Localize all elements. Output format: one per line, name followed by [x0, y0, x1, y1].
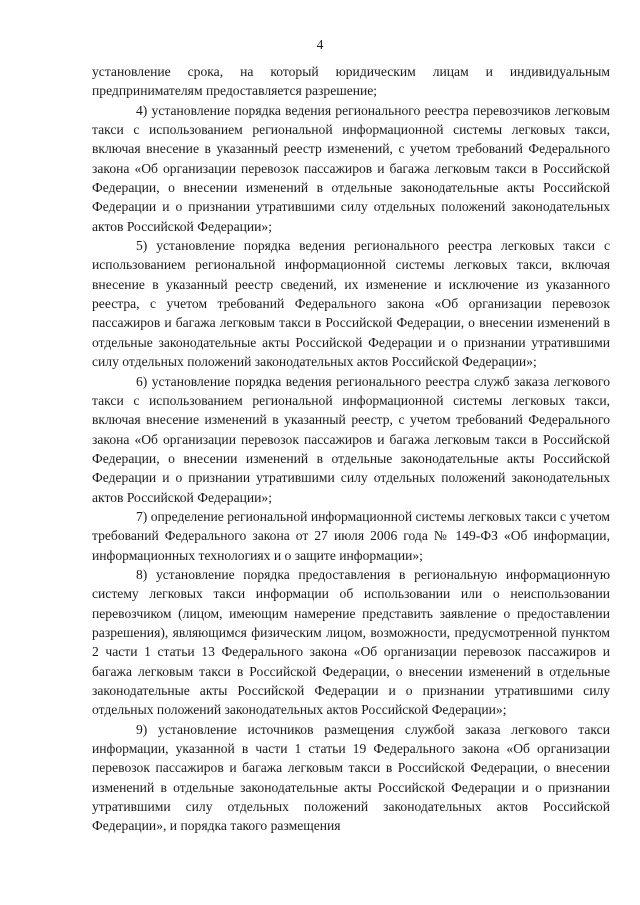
paragraph-item-4: 4) установление порядка ведения регионального реестра перевозчиков легковым такси с использованием региональной информационной системы легковых такси, включая внесение в указанный реестр изменений, с учетом требований Федерального закона «Об организации перевозок пассажиров и багажа легковым такси в Российской Федерации, о внесении изменений в отдельные законодательные акты Российской Федерации и о признании утратившими силу отдельных положений законодательных актов Российской Федерации»; [92, 102, 610, 234]
paragraph-item-7: 7) определение региональной информационной системы легковых такси с учетом требований Федерального закона от 27 июля 2006 года № 149-ФЗ «Об информации, информационных технологиях и о защите информации»; [92, 508, 610, 563]
paragraph-item-8: 8) установление порядка предоставления в региональную информационную систему легковых такси информации об использовании или о неиспользовании перевозчиком (лицом, имеющим намерение представить заявление о предоставлении разрешения), являющимся физическим лицом, возможности, предусмотренной пунктом 2 части 1 статьи 13 Федерального закона «Об организации перевозок пассажиров и багажа легковым такси в Российской Федерации, о внесении изменений в отдельные законодательные акты Российской Федерации и о признании утратившими силу отдельных положений законодательных актов Российской Федерации»; [92, 566, 610, 718]
page-number: 4 [316, 37, 324, 52]
paragraph-item-6: 6) установление порядка ведения регионального реестра служб заказа легкового такси с использованием региональной информационной системы легковых такси, включая внесение изменений в указанный реестр, с учетом требований Федерального закона «Об организации перевозок пассажиров и багажа легковым такси в Российской Федерации, о внесении изменений в отдельные законодательные акты Российской Федерации и о признании утратившими силу отдельных положений законодательных актов Российской Федерации»; [92, 373, 610, 505]
paragraph-item-5: 5) установление порядка ведения регионального реестра легковых такси с использованием региональной информационной системы легковых такси, включая внесение в указанный реестр сведений, их изменение и исключение из указанного реестра, с учетом требований Федерального закона «Об организации перевозок пассажиров и багажа легковым такси в Российской Федерации, о внесении изменений в отдельные законодательные акты Российской Федерации и о признании утратившими силу отдельных положений законодательных актов Российской Федерации»; [92, 238, 610, 370]
paragraph-continuation: установление срока, на который юридическим лицам и индивидуальным предпринимателям предоставляется разрешение; [92, 64, 610, 99]
document-body [92, 62, 610, 836]
paragraph-item-9: 9) установление источников размещения службой заказа легкового такси информации, указанной в части 1 статьи 19 Федерального закона «Об организации перевозок пассажиров и багажа легковым такси в Российской Федерации, о внесении изменений в отдельные законодательные акты Российской Федерации и о признании утратившими силу отдельных положений законодательных актов Российской Федерации», и порядка такого размещения [92, 721, 610, 834]
